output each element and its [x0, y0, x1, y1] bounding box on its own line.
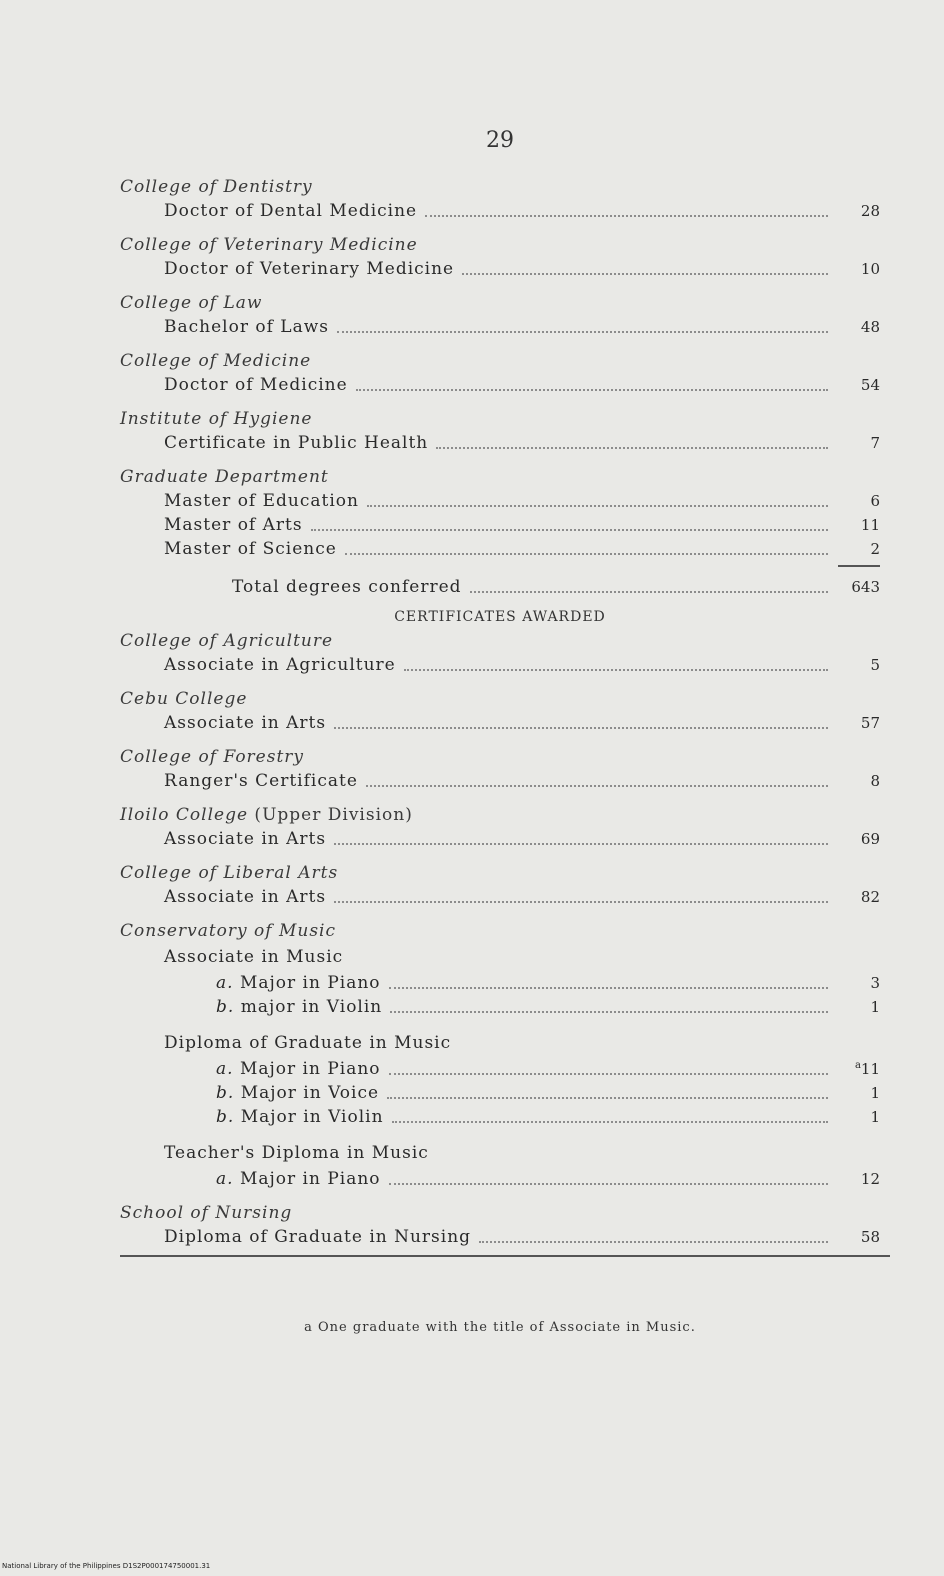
degree-count: 2 [870, 540, 880, 558]
college-heading: College of Law [120, 293, 263, 313]
item-label: Major in Piano [239, 1169, 381, 1189]
degree-count: 10 [860, 260, 880, 278]
item-marker: a. [216, 973, 234, 993]
certificate-count: 12 [860, 1170, 880, 1188]
certificate-row [120, 827, 880, 851]
certificate-row [120, 711, 880, 735]
degree-count: 48 [860, 318, 880, 336]
leader-dots [387, 1097, 828, 1099]
leader-dots [390, 1011, 828, 1013]
certificates-title: CERTIFICATES AWARDED [394, 609, 606, 625]
degree-row [120, 315, 880, 339]
certificate-label: Associate in Arts [164, 713, 327, 733]
program-heading: Diploma of Graduate in Music [164, 1033, 452, 1053]
degree-label: Bachelor of Laws [164, 317, 329, 337]
certificate-label: Associate in Arts [164, 829, 327, 849]
program-heading: Associate in Music [164, 947, 344, 967]
item-label: Major in Piano [239, 1059, 381, 1079]
item-marker: a. [216, 1169, 234, 1189]
certificate-label [216, 971, 381, 995]
degree-label: Doctor of Veterinary Medicine [164, 259, 455, 279]
item-marker: b. [216, 997, 235, 1017]
sum-rule [838, 565, 880, 567]
leader-dots [356, 389, 828, 391]
leader-dots [334, 843, 828, 845]
degree-row [120, 537, 880, 561]
leader-dots [345, 553, 828, 555]
certificate-label [216, 1167, 381, 1191]
degree-count: 11 [860, 516, 880, 534]
certificate-row [120, 769, 880, 793]
footnote-marker: a [854, 1060, 861, 1071]
certificate-count [834, 1054, 880, 1081]
certificate-count: 58 [860, 1228, 880, 1246]
college-heading [120, 803, 880, 827]
degree-label: Master of Education [164, 491, 359, 511]
degree-row [120, 199, 880, 223]
certificate-label [216, 1057, 381, 1081]
certificate-count: 82 [860, 888, 880, 906]
count-value: 11 [860, 1060, 880, 1078]
item-marker: b. [216, 1083, 235, 1103]
certificate-row [120, 1081, 880, 1105]
leader-dots [334, 727, 828, 729]
leader-dots [337, 331, 828, 333]
leader-dots [389, 987, 828, 989]
certificate-label [216, 1105, 384, 1129]
degree-label: Doctor of Medicine [164, 375, 348, 395]
program-heading: Teacher's Diploma in Music [164, 1143, 429, 1163]
degree-label: Master of Science [164, 539, 337, 559]
certificate-count: 3 [870, 974, 880, 992]
footnote: a One graduate with the title of Associate in Music. [304, 1320, 696, 1335]
college-heading: College of Medicine [120, 351, 312, 371]
certificate-count: 1 [870, 1084, 880, 1102]
certificate-row [120, 971, 880, 995]
certificate-row [120, 653, 880, 677]
total-value: 643 [851, 578, 880, 596]
leader-dots [389, 1183, 828, 1185]
certificate-label: Diploma of Graduate in Nursing [164, 1227, 472, 1247]
total-label: Total degrees conferred [232, 577, 462, 597]
degree-count: 28 [860, 202, 880, 220]
leader-dots [392, 1121, 828, 1123]
item-label: Major in Violin [240, 1107, 384, 1127]
certificate-row [120, 1105, 880, 1129]
leader-dots [470, 591, 828, 593]
college-heading-name: Iloilo College [120, 805, 249, 825]
certificate-row [120, 995, 880, 1019]
college-heading: Cebu College [120, 689, 248, 709]
archive-footer: National Library of the Philippines D1S2P000174750001.31 [2, 1562, 211, 1570]
certificate-count: 69 [860, 830, 880, 848]
certificate-label [216, 995, 382, 1019]
college-heading: Graduate Department [120, 467, 329, 487]
leader-dots [366, 785, 828, 787]
certificate-label: Ranger's Certificate [164, 771, 358, 791]
certificate-label: Associate in Arts [164, 887, 327, 907]
certificate-count: 8 [870, 772, 880, 790]
leader-dots [367, 505, 828, 507]
degree-row [120, 431, 880, 455]
degree-count: 54 [860, 376, 880, 394]
certificate-count: 5 [870, 656, 880, 674]
certificate-row [120, 1057, 880, 1081]
college-heading: Conservatory of Music [120, 921, 337, 941]
degree-row [120, 489, 880, 513]
leader-dots [462, 273, 828, 275]
leader-dots [334, 901, 828, 903]
degree-count: 7 [870, 434, 880, 452]
college-heading: School of Nursing [120, 1203, 293, 1223]
certificate-count: 57 [860, 714, 880, 732]
certificate-row [120, 885, 880, 909]
bottom-rule [120, 1255, 890, 1257]
certificate-row [120, 1225, 880, 1249]
item-label: Major in Piano [239, 973, 381, 993]
leader-dots [436, 447, 828, 449]
item-marker: b. [216, 1107, 235, 1127]
certificate-label: Associate in Agriculture [164, 655, 396, 675]
item-marker: a. [216, 1059, 234, 1079]
degree-row [120, 373, 880, 397]
certificate-count: 1 [870, 998, 880, 1016]
degree-count: 6 [870, 492, 880, 510]
leader-dots [425, 215, 828, 217]
degree-row [120, 257, 880, 281]
degrees-list [120, 175, 880, 1257]
item-label: Major in Voice [240, 1083, 380, 1103]
page-number: 29 [486, 128, 514, 153]
college-heading: College of Agriculture [120, 631, 334, 651]
degree-label: Master of Arts [164, 515, 303, 535]
college-heading: Institute of Hygiene [120, 409, 313, 429]
degree-label: Doctor of Dental Medicine [164, 201, 418, 221]
leader-dots [479, 1241, 828, 1243]
college-heading: College of Liberal Arts [120, 863, 339, 883]
college-heading: College of Veterinary Medicine [120, 235, 418, 255]
leader-dots [311, 529, 828, 531]
certificate-count: 1 [870, 1108, 880, 1126]
leader-dots [389, 1073, 828, 1075]
certificate-label [216, 1081, 379, 1105]
college-heading-extra: (Upper Division) [248, 805, 413, 825]
degree-label: Certificate in Public Health [164, 433, 429, 453]
total-row [120, 575, 880, 599]
degree-row [120, 513, 880, 537]
certificate-row [120, 1167, 880, 1191]
leader-dots [404, 669, 828, 671]
college-heading: College of Dentistry [120, 177, 313, 197]
item-label: major in Violin [240, 997, 383, 1017]
college-heading: College of Forestry [120, 747, 305, 767]
